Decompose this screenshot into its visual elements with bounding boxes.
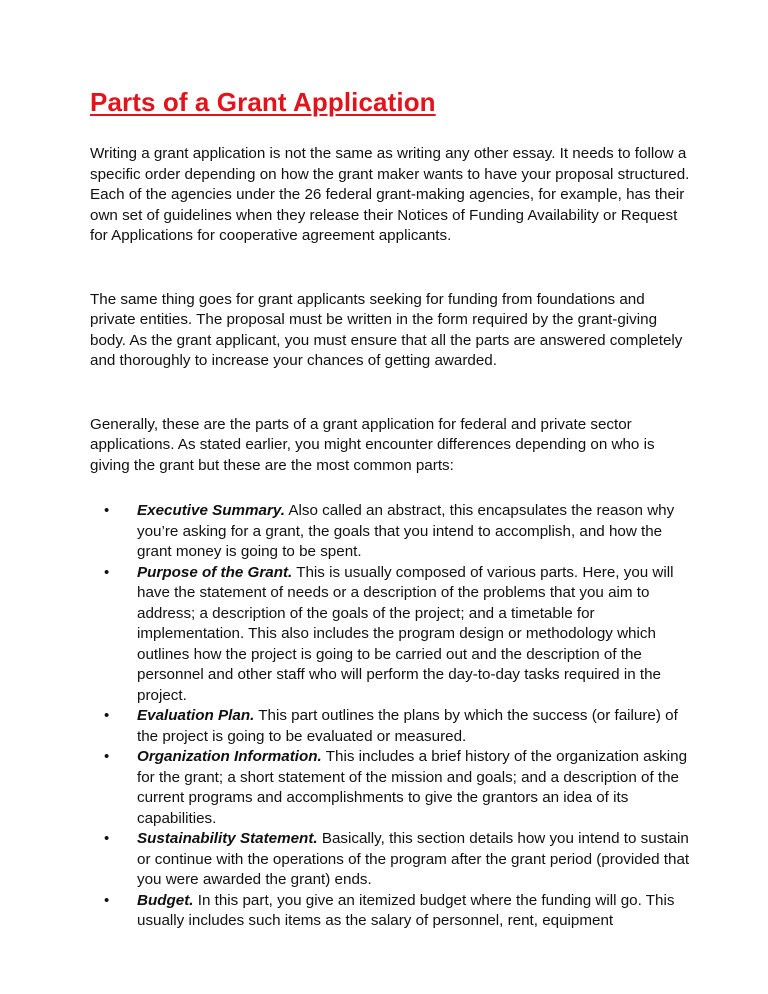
list-item-term: Organization Information. bbox=[137, 748, 322, 765]
list-item-term: Executive Summary. bbox=[137, 502, 286, 519]
page-title: Parts of a Grant Application bbox=[90, 87, 436, 117]
list-item-text: This is usually composed of various parts. Here, you will have the statement of needs or a description of the problems that you aim to address; a description of the goals of the project; and a timetable for implementation. This also includes the program design or methodology which outlines how the project is going to be carried out and the description of the personnel and other staff who will perform the day-to-day tasks required in the project. bbox=[137, 563, 674, 704]
document-page bbox=[90, 86, 690, 932]
list-item-organization-information bbox=[90, 747, 697, 829]
bullet-icon: • bbox=[104, 502, 110, 519]
foundations-paragraph: The same thing goes for grant applicants seeking for funding from foundations and private entities. The proposal must be written in the form required by the grant-giving body. As the grant applicant, you must ensure that all the parts are answered completely and thoroughly to increase your chances of getting awarded. bbox=[90, 290, 683, 369]
intro-paragraph: Writing a grant application is not the same as writing any other essay. It needs to follow a specific order depending on how the grant maker wants to have your proposal structured. Each of the agencies under the 26 federal grant-making agencies, for example, has their own set of guidelines when they release their Notices of Funding Availability or Request for Applications for cooperative agreement applicants. bbox=[90, 145, 690, 244]
list-item-term: Sustainability Statement. bbox=[137, 830, 318, 847]
list-item-term: Purpose of the Grant. bbox=[137, 563, 293, 581]
list-item-text: This includes a brief history of the organization asking for the grant; a short statement of the mission and goals; and a description of the current programs and accomplishments to give the grantors an idea of its capabilities. bbox=[137, 748, 688, 827]
list-item-budget bbox=[90, 891, 697, 932]
list-item-text: Basically, this section details how you intend to sustain or continue with the operations of the program after the grant period (provided that you were awarded the grant) ends. bbox=[137, 830, 690, 888]
list-item-evaluation-plan bbox=[90, 706, 697, 747]
common-parts-paragraph: Generally, these are the parts of a grant application for federal and private sector applications. As stated earlier, you might encounter differences depending on who is giving the grant but these are the most common parts: bbox=[90, 415, 655, 474]
list-item-term: Evaluation Plan. bbox=[137, 707, 255, 724]
list-item-text: In this part, you give an itemized budget where the funding will go. This usually includes such items as the salary of personnel, rent, equipment bbox=[137, 891, 675, 929]
list-item-term: Budget. bbox=[137, 891, 194, 909]
bullet-icon: • bbox=[104, 563, 110, 581]
grant-parts-list bbox=[90, 501, 690, 932]
list-item-text: This part outlines the plans by which the success (or failure) of the project is going to be evaluated or measured. bbox=[137, 707, 678, 745]
bullet-icon: • bbox=[104, 830, 110, 847]
list-item-sustainability-statement bbox=[90, 829, 697, 891]
bullet-icon: • bbox=[104, 891, 110, 909]
list-item-purpose-of-grant bbox=[90, 563, 697, 707]
list-item-text: Also called an abstract, this encapsulates the reason why you’re asking for a grant, the goals that you intend to accomplish, and how the grant money is going to be spent. bbox=[137, 502, 675, 560]
bullet-icon: • bbox=[104, 707, 110, 724]
bullet-icon: • bbox=[104, 748, 110, 765]
list-item-executive-summary bbox=[90, 501, 697, 563]
